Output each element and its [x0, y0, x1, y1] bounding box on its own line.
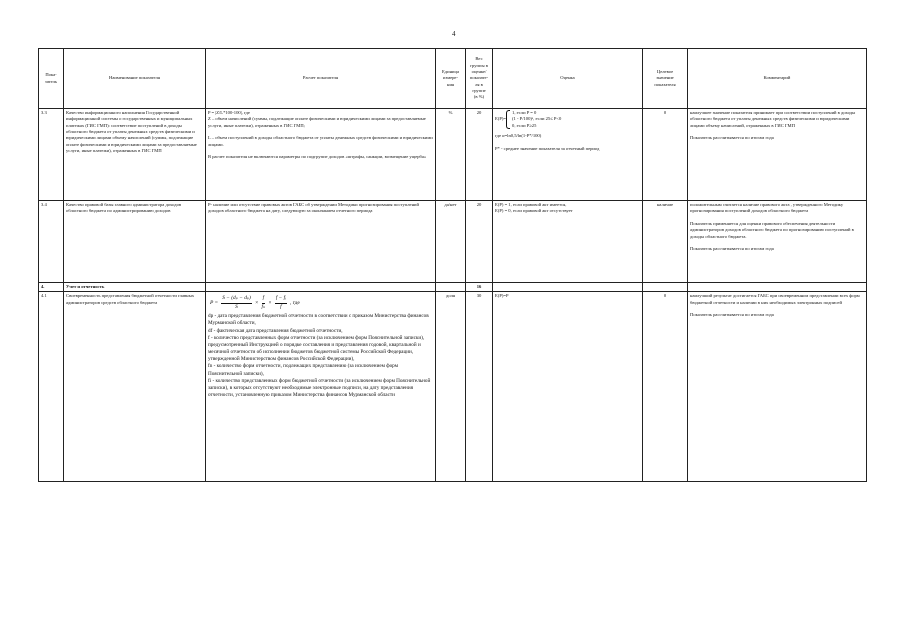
table-row — [39, 109, 867, 201]
formula-fraction: $\frac{\text{f − fᵢ}}{f}$ — [275, 295, 286, 310]
row-num: 3.4 — [39, 201, 64, 283]
row-comment: положительным считается наличие правового акта , утвержденного Методику прогнозирования поступлений доходов областного бюджета Показатель применяется для оценки правового обеспечения деятельности администраторов доходов областного бюджета по прогнозированию поступлений в доходы областного бюджета. Показатель рассчитывается по итогам года — [688, 201, 867, 283]
table-row — [39, 292, 867, 482]
row-unit: да/нет — [436, 201, 466, 283]
formula-tail: , где — [290, 299, 300, 306]
row-num: 4.1 — [39, 292, 64, 482]
header-num: Пока- затель — [39, 49, 64, 109]
header-eval: Оценка — [493, 49, 643, 109]
brace-icon — [506, 110, 510, 129]
formula-lhs: P = — [210, 299, 219, 306]
row-comment: наилучшее значение показателя принимает при соответствии поступлений в доходы областного бюджета от уплаты денежных средств физическими и юридическими лицами объему начислений, отраженных в ГИС ГМП Показатель рассчитывается по итогам года — [688, 109, 867, 201]
row-calc: P = |Z/L*100-100|, где Z – объем начислений (суммы, подлежащие оплате физическими и юридическими лицами за предоставляемые услуги, иные платежи), отраженных в ГИС ГМП; L – объем поступлений в доходы областного бюджета от уплаты денежных средств физическими и юридическими лицами. В расчет показателя не включаются параметры по подгруппе доходов «штрафы, санкции, возмещение ущерба» — [206, 109, 436, 201]
eval-note: где α=ln0,5/ln(1-P*/100) P* - среднее значение показателя за отчетный период — [495, 132, 600, 151]
section-num: 4. — [39, 283, 64, 292]
formula-fraction: $\frac{f}{\text{fₙ}}$ — [261, 295, 266, 310]
row-eval — [493, 109, 643, 201]
row-weight: 20 — [466, 201, 493, 283]
row-comment: наилучший результат достигается ГАБС при своевременном представлении всех форм бюджетной отчетности и наличии в них необходимых электронных подписей Показатель рассчитывается по итогам года — [688, 292, 867, 482]
eval-case: (1 - P/100)ᵃ, если 25≤ P<0 — [512, 116, 562, 122]
row-calc: P- наличие или отсутствие правовых актов ГАБС об утверждении Методики прогнозирования поступлений доходов областного бюджета на дату, следующую за окончанием отчетного периода — [206, 201, 436, 283]
row-name: Качество правовой базы главного администратора доходов областного бюджета по администрированию доходов — [64, 201, 206, 283]
row-target: наличие — [643, 201, 688, 283]
section-row — [39, 283, 867, 292]
row-eval: E(P)=P — [493, 292, 643, 482]
header-name: Наименование показателя — [64, 49, 206, 109]
eval-case: 1, если P = 0 — [512, 110, 537, 115]
header-unit: Единица измере- ния — [436, 49, 466, 109]
eval-prefix: E(P)= — [495, 116, 507, 122]
section-title: Учет и отчетность — [64, 283, 206, 292]
header-target: Целевое значение показателя — [643, 49, 688, 109]
row-weight: 30 — [466, 292, 493, 482]
header-weight: Вес группы в оценке/ показате- ля в группе (в %) — [466, 49, 493, 109]
page-number: 4 — [452, 30, 456, 38]
formula-fraction: $\frac{\text{S − (dₚ − dₚ)}}{S}$ — [222, 295, 251, 310]
section-weight: 16 — [466, 283, 493, 292]
row-eval: E(P) = 1, если правовой акт имеется, E(P) = 0, если правовой акт отсутствует — [493, 201, 643, 283]
row-num: 3.3 — [39, 109, 64, 201]
indicators-table — [38, 48, 867, 482]
table-row — [39, 201, 867, 283]
row-unit: % — [436, 109, 466, 201]
eval-piecewise — [495, 110, 640, 129]
row-target: 0 — [643, 109, 688, 201]
formula: P = $\frac{\text{S − (dₚ − dₚ)}}{S}$ × $\frac{f}{\text{fₙ}}$ × $\frac{\text{f − fᵢ}}{f}$ , где — [210, 295, 300, 310]
eval-case: 0, если P≥25 — [512, 122, 537, 128]
header-comment: Комментарий — [688, 49, 867, 109]
row-name: Своевременность представления бюджетной отчетности главных администраторов средств областного бюджета — [64, 292, 206, 482]
row-name: Качество информационного наполнения Государственной информационной системы о государственных и муниципальных платежах (ГИС ГМП): соответствие поступлений в доходы областного бюджета от уплаты денежных средств физическими и юридическими лицами объему начислений (суммы, подлежащие оплате физическими и юридическими лицами за предоставляемые услуги, иные платежи), отраженных в ГИС ГМП — [64, 109, 206, 201]
row-target: 0 — [643, 292, 688, 482]
table-header-row — [39, 49, 867, 109]
header-calc: Расчет показателя — [206, 49, 436, 109]
calc-notes: dp - дата представления бюджетной отчетности в соответствии с приказом Министерства финансов Мурманской области, df - фактическая дата представления бюджетной отчетности, f - количество представленных форм отчетности (за исключением форм Пояснительной записки), предусмотренный Инструкцией о порядке составления и представления годовой, квартальной и месячной отчетности об исполнении бюджетов бюджетной системы Российской Федерации, утвержденной Министерством финансов Российской Федерации), fn - количество форм отчетности, подлежащих представлению (за исключением форм Пояснительной записки), fi - количество представленных форм бюджетной отчетности (за исключением форм Пояснительной записки), в которых отсутствуют необходимые электронные подписи, на дату представления отчетности, установленную приказом Министерства финансов Мурманской области — [208, 313, 431, 399]
row-calc — [206, 292, 436, 482]
row-unit: доля — [436, 292, 466, 482]
row-weight: 20 — [466, 109, 493, 201]
